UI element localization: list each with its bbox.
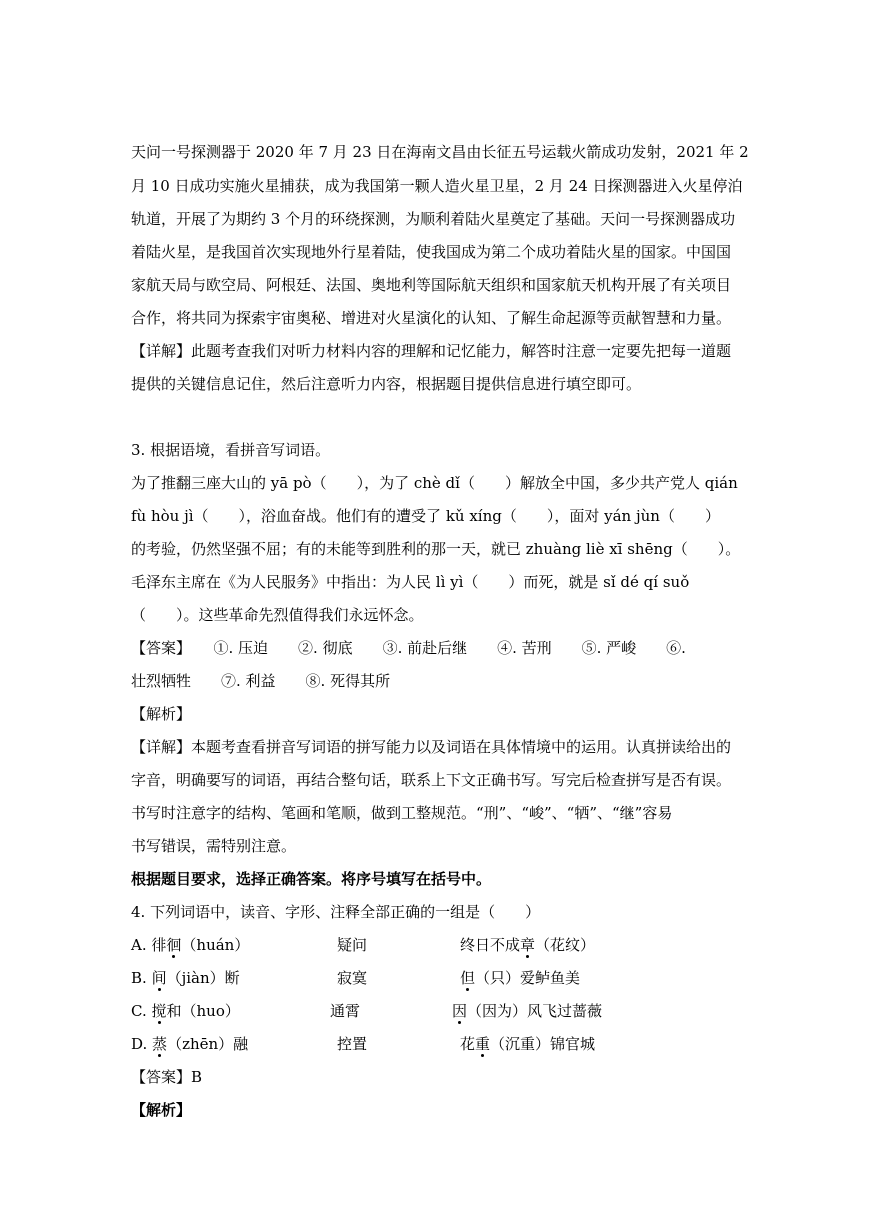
option-label: C. [131, 1002, 147, 1020]
q3-title: 3. 根据语境，看拼音写词语。 [131, 441, 331, 459]
q3-detail-line: 字音，明确要写的词语，再结合整句话，联系上下文正确书写。写完后检查拼写是否有误。 [131, 771, 732, 789]
q4-title: 4. 下列词语中，读音、字形、注释全部正确的一组是（ ） [131, 903, 541, 921]
word-prefix: 徘 [151, 936, 167, 954]
dotted-char: 重 [475, 1035, 491, 1053]
word-prefix: 花 [460, 1035, 476, 1053]
detail1-line: 提供的关键信息记住，然后注意听力内容，根据题目提供信息进行填空即可。 [131, 375, 642, 393]
dotted-char: 但 [460, 969, 476, 987]
word-suffix: 和（huo） [166, 1002, 240, 1020]
word-prefix: 终日不成 [460, 936, 521, 954]
detail1-line: 【详解】此题考查我们对听力材料内容的理解和记忆能力，解答时注意一定要先把每一道题 [131, 342, 732, 360]
q4-option-b-word1 [131, 968, 240, 988]
q3-line: fù hòu jì（ ），浴血奋战。他们有的遭受了 kǔ xíng（ ），面对 yán jùn（ ） [131, 507, 720, 525]
word-suffix: （因为）风飞过蔷薇 [467, 1002, 603, 1020]
q4-option-a-word2: 疑问 [337, 936, 368, 954]
q4-option-c-word3 [452, 1001, 602, 1021]
q4-option-d-word1 [131, 1034, 248, 1054]
para1-line: 月 10 日成功实施火星捕获，成为我国第一颗人造火星卫星，2 月 24 日探测器进入火星停泊 [131, 177, 743, 195]
word-suffix: （沉重）锦官城 [490, 1035, 596, 1053]
word-suffix: （只）爱鲈鱼美 [475, 969, 581, 987]
option-label: D. [131, 1035, 148, 1053]
word-suffix: （huán） [181, 936, 250, 954]
q4-option-d-word2: 控置 [337, 1035, 368, 1053]
word-suffix: （zhēn）融 [167, 1035, 249, 1053]
q3-answer-line: 壮烈牺牲 ⑦. 利益 ⑧. 死得其所 [131, 672, 391, 690]
para1-line: 家航天局与欧空局、阿根廷、法国、奥地利等国际航天组织和国家航天机构开展了有关项目 [131, 276, 732, 294]
q3-line: 为了推翻三座大山的 yā pò（ ），为了 chè dǐ（ ）解放全中国，多少共产党人 qián [131, 474, 738, 492]
option-label: B. [131, 969, 147, 987]
q3-detail-line: 【详解】本题考查看拼音写词语的拼写能力以及词语在具体情境中的运用。认真拼读给出的 [131, 738, 732, 756]
q3-analysis-label: 【解析】 [131, 705, 192, 723]
section-heading: 根据题目要求，选择正确答案。将序号填写在括号中。 [131, 870, 492, 888]
q4-option-c-word1 [131, 1001, 240, 1021]
q3-line: 毛泽东主席在《为人民服务》中指出：为人民 lì yì（ ）而死，就是 sǐ dé qí suǒ [131, 573, 690, 591]
q4-answer: 【答案】B [131, 1068, 203, 1086]
option-label: A. [131, 936, 147, 954]
q4-option-c-word2: 通霄 [330, 1002, 361, 1020]
para1-line: 合作，将共同为探索宇宙奥秘、增进对火星演化的认知、了解生命起源等贡献智慧和力量。 [131, 309, 732, 327]
q3-line: （ ）。这些革命先烈值得我们永远怀念。 [131, 606, 424, 624]
word-suffix: （花纹） [535, 936, 596, 954]
q4-analysis-label: 【解析】 [131, 1101, 192, 1119]
q4-option-b-word2: 寂寞 [337, 969, 368, 987]
dotted-char: 章 [520, 936, 536, 954]
dotted-char: 搅 [151, 1002, 167, 1020]
word-suffix: （jiàn）断 [166, 969, 240, 987]
para1-line: 着陆火星，是我国首次实现地外行星着陆，使我国成为第二个成功着陆火星的国家。中国国 [131, 243, 732, 261]
q4-option-a-word3 [460, 935, 595, 955]
q3-answer-line: 【答案】 ①. 压迫 ②. 彻底 ③. 前赴后继 ④. 苦刑 ⑤. 严峻 ⑥. [131, 639, 686, 657]
q4-option-d-word3 [460, 1034, 595, 1054]
dotted-char: 因 [452, 1002, 468, 1020]
q3-detail-line: 书写时注意字的结构、笔画和笔顺，做到工整规范。“刑”、“峻”、“牺”、“继”容易 [131, 804, 673, 822]
dotted-char: 徊 [166, 936, 182, 954]
para1-line: 天问一号探测器于 2020 年 7 月 23 日在海南文昌由长征五号运载火箭成功发射，2021 年 2 [131, 143, 749, 161]
q4-option-b-word3 [460, 968, 580, 988]
para1-line: 轨道，开展了为期约 3 个月的环绕探测，为顺利着陆火星奠定了基础。天问一号探测器成功 [131, 210, 736, 228]
q3-detail-line: 书写错误，需特别注意。 [131, 837, 297, 855]
dotted-char: 蒸 [152, 1035, 168, 1053]
q3-line: 的考验，仍然坚强不屈；有的未能等到胜利的那一天，就已 zhuàng liè xī shēng（ ）。 [131, 540, 741, 558]
dotted-char: 间 [151, 969, 167, 987]
q4-option-a-word1 [131, 935, 249, 955]
